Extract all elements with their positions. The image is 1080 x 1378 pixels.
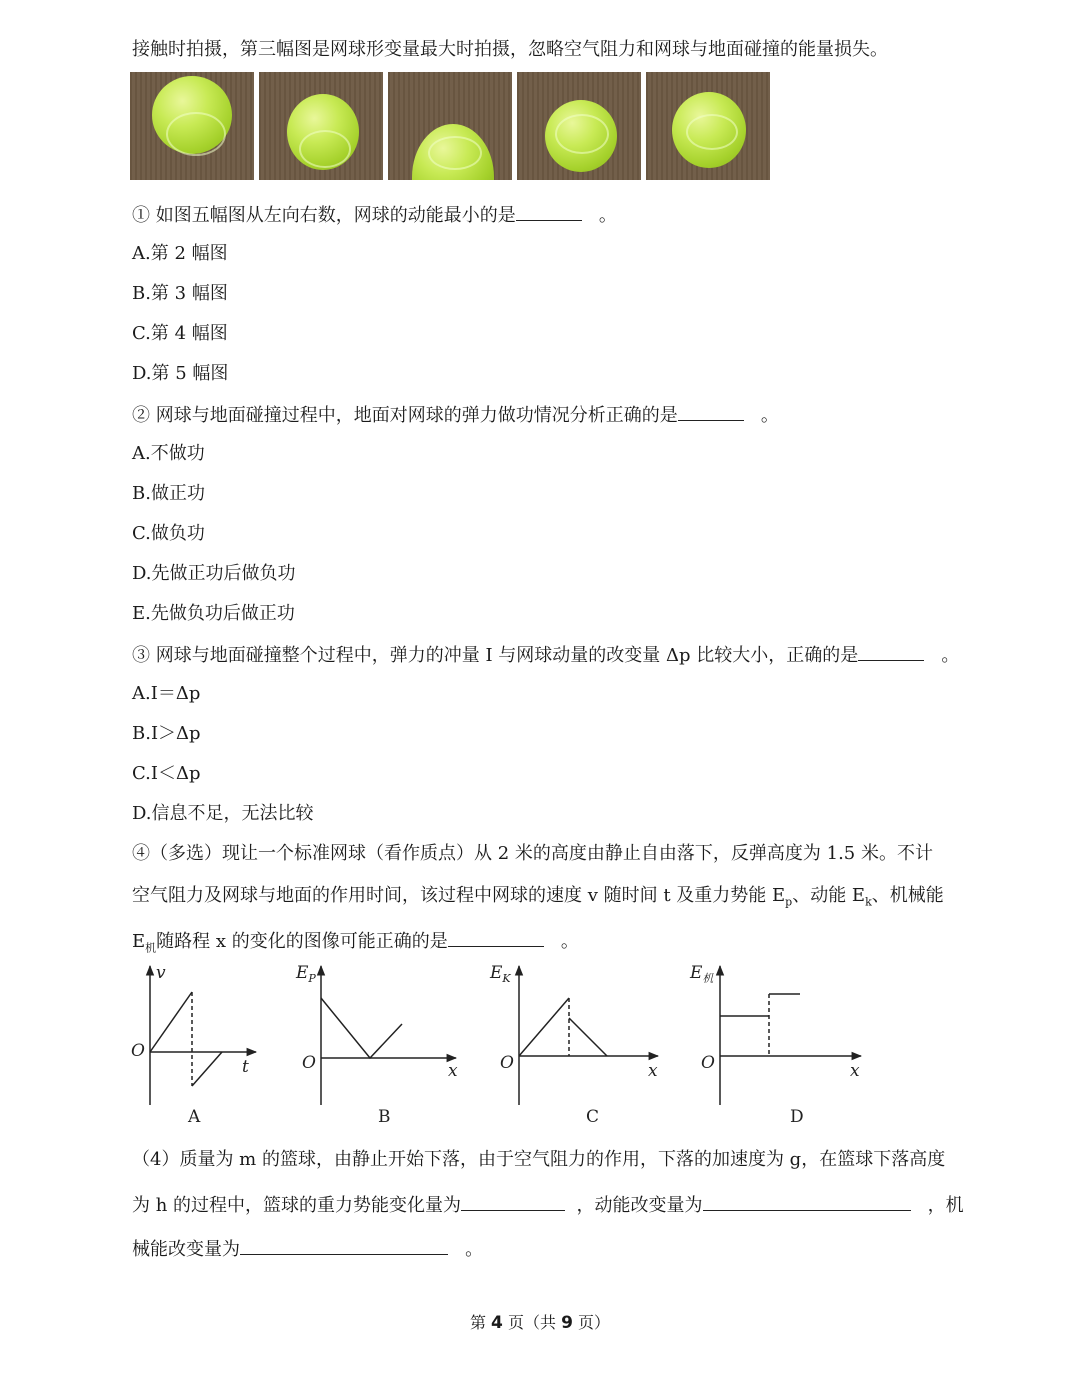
q2-stem: ② 网球与地面碰撞过程中，地面对网球的弹力做功情况分析正确的是 。 <box>132 402 779 428</box>
q2-option-d: D.先做正功后做负功 <box>132 563 296 584</box>
q4-answer-blank[interactable] <box>448 928 544 947</box>
q5-potential-energy-blank[interactable] <box>461 1192 565 1211</box>
q3-option-c: C.I＜Δp <box>132 763 201 784</box>
graph-b[interactable] <box>295 963 458 1127</box>
graph-a[interactable] <box>131 963 256 1127</box>
ball-photo-1 <box>130 72 254 180</box>
graph-a-rising-line <box>150 992 192 1052</box>
graph-c-origin: O <box>500 1053 514 1073</box>
q5-mechanical-energy-blank[interactable] <box>240 1236 448 1255</box>
graph-d-y-label: $E_机$ <box>690 963 714 985</box>
q4-line-2: 空气阻力及网球与地面的作用时间，该过程中网球的速度 v 随时间 t 及重力势能 $E_p$、动能 $E_k$、机械能 <box>132 885 944 909</box>
q5-line-2: 为 h 的过程中，篮球的重力势能变化量为 ，动能改变量为 ，机 <box>132 1192 964 1218</box>
graph-c-y-label: $E_K$ <box>490 963 511 985</box>
q1-option-a: A.第 2 幅图 <box>132 243 228 264</box>
q1-stem: ① 如图五幅图从左向右数，网球的动能最小的是 。 <box>132 202 617 228</box>
total-page-number: 9 <box>561 1313 573 1333</box>
q2-option-b: B.做正功 <box>132 483 205 504</box>
q1-option-c: C.第 4 幅图 <box>132 323 228 344</box>
q2-option-c: C.做负功 <box>132 523 205 544</box>
ball-photo-4 <box>517 72 641 180</box>
graph-a-caption: A <box>188 1107 201 1127</box>
tennis-ball-photo-strip <box>130 72 770 180</box>
graph-b-caption: B <box>378 1107 391 1127</box>
q1-answer-blank[interactable] <box>516 202 582 221</box>
graph-c-rising-line <box>519 998 569 1056</box>
graph-c[interactable] <box>489 963 658 1127</box>
q2-option-a: A.不做功 <box>132 443 205 464</box>
ball-photo-5 <box>646 72 770 180</box>
graph-d[interactable] <box>689 963 861 1127</box>
graph-a-x-label: t <box>242 1057 249 1077</box>
graph-a-origin: O <box>131 1041 145 1061</box>
graph-b-y-label: $E_P$ <box>296 963 316 985</box>
graph-d-x-label: x <box>850 1061 860 1081</box>
q1-option-d: D.第 5 幅图 <box>132 363 229 384</box>
q3-option-d: D.信息不足，无法比较 <box>132 803 314 824</box>
graph-c-falling-line <box>569 1018 607 1056</box>
graph-b-x-label: x <box>448 1061 458 1081</box>
ball-photo-2 <box>259 72 383 180</box>
graph-a-second-line <box>192 1052 222 1086</box>
q2-option-e: E.先做负功后做正功 <box>132 603 295 624</box>
q1-option-b: B.第 3 幅图 <box>132 283 228 304</box>
q3-answer-blank[interactable] <box>858 642 924 661</box>
q4-line-3: $E_机$随路程 x 的变化的图像可能正确的是 。 <box>132 928 579 961</box>
q5-kinetic-energy-blank[interactable] <box>703 1192 911 1211</box>
q3-option-a: A.I＝Δp <box>132 683 201 704</box>
q4-graph-options <box>128 960 888 1135</box>
q5-line-3: 械能改变量为 。 <box>132 1236 483 1262</box>
q5-line-1: （4）质量为 m 的篮球，由静止开始下落，由于空气阻力的作用，下落的加速度为 g，在篮球下落高度 <box>132 1149 946 1170</box>
graph-d-caption: D <box>790 1107 804 1127</box>
q4-line-1: ④（多选）现让一个标准网球（看作质点）从 2 米的高度由静止自由落下，反弹高度为 1.5 米。不计 <box>132 843 933 864</box>
graph-a-y-label: v <box>156 963 166 983</box>
current-page-number: 4 <box>491 1313 503 1333</box>
q3-option-b: B.I＞Δp <box>132 723 201 744</box>
graph-c-caption: C <box>586 1107 600 1127</box>
page-footer: 第 4 页（共 9 页） <box>469 1313 611 1333</box>
graph-b-origin: O <box>302 1053 316 1073</box>
q3-stem: ③ 网球与地面碰撞整个过程中，弹力的冲量 I 与网球动量的改变量 Δp 比较大小，正确的是 。 <box>132 642 959 668</box>
graph-b-line <box>321 998 402 1058</box>
intro-text: 接触时拍摄，第三幅图是网球形变量最大时拍摄，忽略空气阻力和网球与地面碰撞的能量损失。 <box>132 39 888 60</box>
ball-photo-3 <box>388 72 512 180</box>
q2-answer-blank[interactable] <box>678 402 744 421</box>
graph-c-x-label: x <box>648 1061 658 1081</box>
graph-d-origin: O <box>701 1053 715 1073</box>
